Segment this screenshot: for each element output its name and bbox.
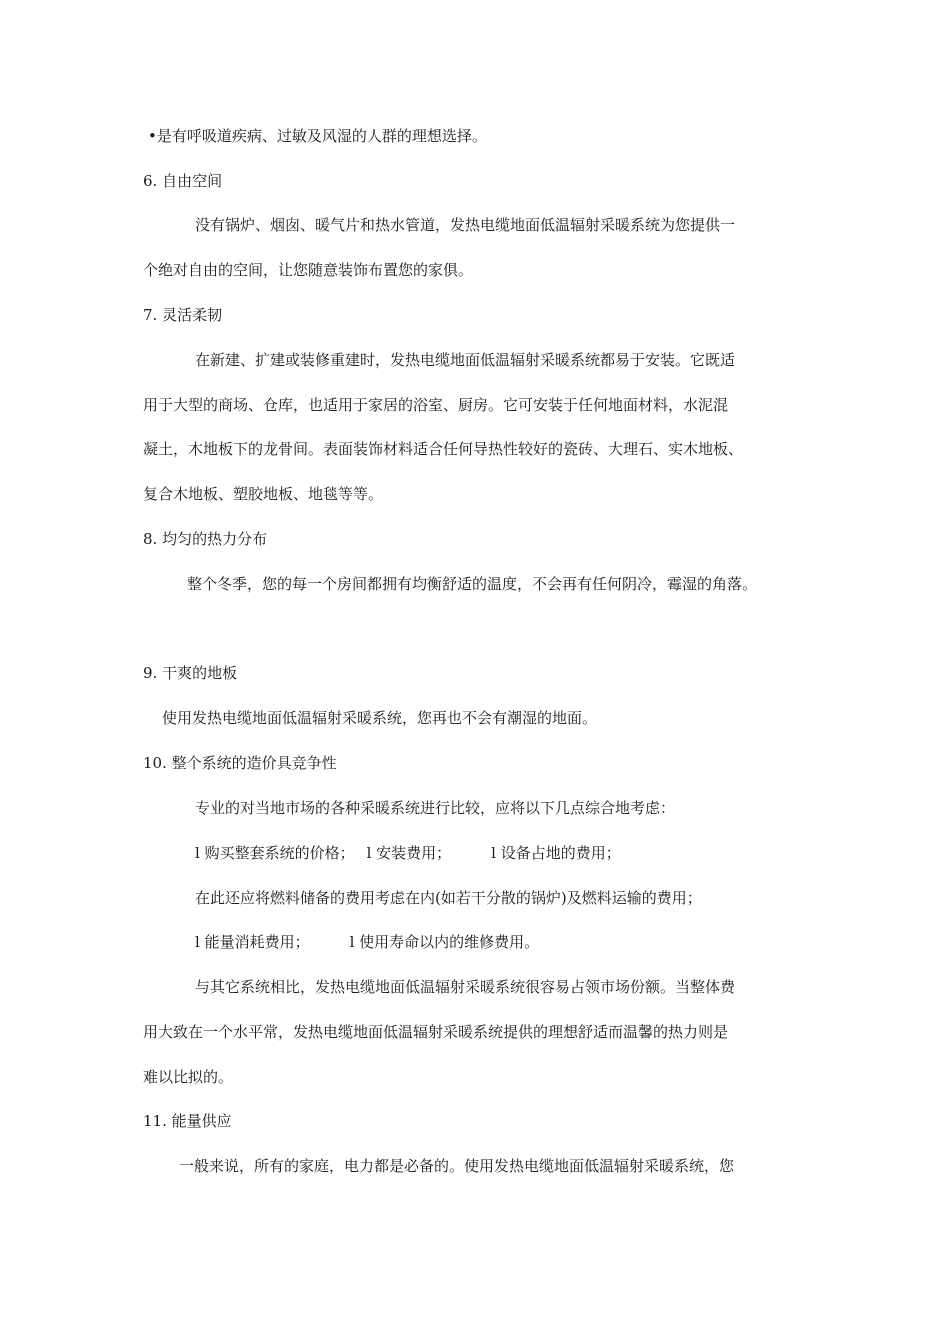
section-11-heading: 11. 能量供应: [143, 1112, 232, 1130]
list-item-energy-cost: l 能量消耗费用；: [195, 933, 310, 951]
section-10-list-row-2: [195, 932, 539, 952]
bullet-line: •是有呼吸道疾病、过敏及风湿的人群的理想选择。: [148, 127, 487, 145]
section-9-heading: 9. 干爽的地板: [143, 664, 238, 682]
section-10-paragraph-line-4: 用大致在一个水平常，发热电缆地面低温辐射采暖系统提供的理想舒适而温馨的热力则是: [143, 1023, 729, 1041]
section-7-paragraph-line-4: 复合木地板、塑胶地板、地毯等等。: [143, 485, 384, 503]
list-item-floor-space-cost: l 设备占地的费用；: [491, 844, 621, 862]
section-10-heading: 10. 整个系统的造价具竞争性: [143, 754, 337, 772]
section-10-paragraph-line-1: 专业的对当地市场的各种采暖系统进行比较，应将以下几点综合地考虑：: [195, 799, 676, 817]
section-7-paragraph-line-1: 在新建、扩建或装修重建时，发热电缆地面低温辐射采暖系统都易于安装。它既适: [195, 351, 736, 369]
list-item-install-cost: l 安装费用；: [366, 844, 452, 862]
section-10-list-row-1: [195, 843, 621, 863]
section-10-paragraph-line-5: 难以比拟的。: [143, 1068, 234, 1086]
section-9-paragraph-line-1: 使用发热电缆地面低温辐射采暖系统，您再也不会有潮湿的地面。: [162, 709, 598, 727]
list-item-purchase-price: l 购买整套系统的价格；: [195, 844, 355, 862]
section-10-paragraph-line-2: 在此还应将燃料储备的费用考虑在内(如若干分散的锅炉)及燃料运输的费用；: [195, 889, 702, 907]
section-8-paragraph-line-1: 整个冬季，您的每一个房间都拥有均衡舒适的温度，不会再有任何阴冷，霉湿的角落。: [187, 575, 758, 593]
section-6-heading: 6. 自由空间: [143, 172, 223, 190]
section-10-paragraph-line-3: 与其它系统相比，发热电缆地面低温辐射采暖系统很容易占领市场份额。当整体费: [195, 978, 736, 996]
section-7-paragraph-line-2: 用于大型的商场、仓库，也适用于家居的浴室、厨房。它可安装于任何地面材料，水泥混: [143, 396, 729, 414]
list-item-maintenance-cost: l 使用寿命以内的维修费用。: [349, 933, 540, 951]
section-8-heading: 8. 均匀的热力分布: [143, 530, 268, 548]
section-11-paragraph-line-1: 一般来说，所有的家庭，电力都是必备的。使用发热电缆地面低温辐射采暖系统，您: [179, 1157, 735, 1175]
section-7-heading: 7. 灵活柔韧: [143, 306, 223, 324]
section-6-paragraph-line-2: 个绝对自由的空间，让您随意装饰布置您的家俱。: [143, 261, 474, 279]
section-7-paragraph-line-3: 凝土，木地板下的龙骨间。表面装饰材料适合任何导热性较好的瓷砖、大理石、实木地板、: [143, 440, 744, 458]
section-6-paragraph-line-1: 没有锅炉、烟囱、暖气片和热水管道，发热电缆地面低温辐射采暖系统为您提供一: [195, 216, 736, 234]
